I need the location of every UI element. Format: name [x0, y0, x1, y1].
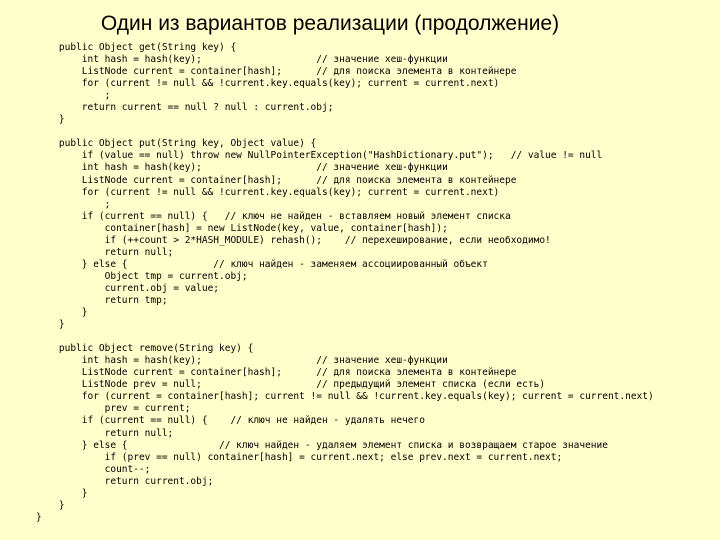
code-line: ListNode current = container[hash]; // для поиска элемента в контейнере [36, 174, 517, 186]
code-line: int hash = hash(key); // значение хеш-функции [36, 54, 448, 66]
code-line: } [36, 114, 65, 126]
code-line: ListNode current = container[hash]; // для поиска элемента в контейнере [36, 367, 517, 379]
code-line: count--; [36, 463, 151, 475]
code-line [36, 126, 654, 138]
code-line: if (value == null) throw new NullPointerException("HashDictionary.put"); // value != null [36, 150, 603, 162]
slide-title: Один из вариантов реализации (продолжение) [100, 12, 560, 35]
code-line: } [36, 499, 65, 511]
code-line: return tmp; [36, 294, 168, 306]
code-line: } [36, 307, 88, 319]
code-line: current.obj = value; [36, 282, 220, 294]
code-line: } [36, 487, 88, 499]
code-line: ; [36, 90, 111, 102]
code-line: public Object remove(String key) { [36, 343, 254, 355]
code-line: if (prev == null) container[hash] = current.next; else prev.next = current.next; [36, 451, 563, 463]
code-line [36, 331, 654, 343]
code-listing [36, 42, 654, 524]
code-line: } [36, 511, 42, 523]
code-line: for (current != null && !current.key.equals(key); current = current.next) [36, 78, 500, 90]
code-line: return current == null ? null : current.obj; [36, 102, 334, 114]
code-line: public Object get(String key) { [36, 42, 237, 53]
code-line: return current.obj; [36, 475, 214, 487]
code-line: int hash = hash(key); // значение хеш-функции [36, 355, 448, 367]
code-line: ; [36, 198, 111, 210]
code-line: public Object put(String key, Object value) { [36, 138, 317, 150]
code-line: } else { // ключ найден - удаляем элемент списка и возвращаем старое значение [36, 439, 608, 451]
code-line: ListNode prev = null; // предыдущий элемент списка (если есть) [36, 379, 546, 391]
code-line: for (current = container[hash]; current != null && !current.key.equals(key); current = current.next) [36, 391, 654, 403]
code-line: if (++count > 2*HASH_MODULE) rehash(); // перехеширование, если необходимо! [36, 234, 551, 246]
code-line: Object tmp = current.obj; [36, 270, 248, 282]
code-line: return null; [36, 427, 174, 439]
code-line: return null; [36, 246, 174, 258]
code-line: } [36, 319, 65, 331]
code-line: if (current == null) { // ключ не найден - вставляем новый элемент списка [36, 210, 511, 222]
code-line: prev = current; [36, 403, 191, 415]
code-line: for (current != null && !current.key.equals(key); current = current.next) [36, 186, 500, 198]
code-line: ListNode current = container[hash]; // для поиска элемента в контейнере [36, 66, 517, 78]
code-line: if (current == null) { // ключ не найден - удалять нечего [36, 415, 425, 427]
code-line: int hash = hash(key); // значение хеш-функции [36, 162, 448, 174]
code-line: container[hash] = new ListNode(key, value, container[hash]); [36, 222, 448, 234]
code-line: } else { // ключ найден - заменяем ассоциированный объект [36, 258, 488, 270]
